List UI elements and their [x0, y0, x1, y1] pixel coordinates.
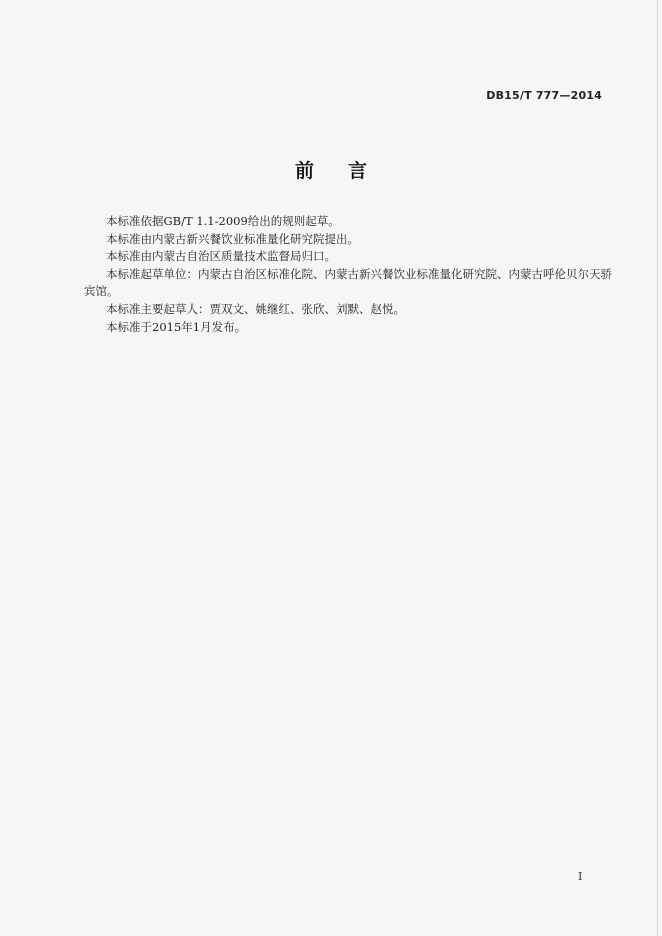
- paragraph-release-date: 本标准于2015年1月发布。: [106, 319, 247, 334]
- paragraph-proposer: 本标准由内蒙古新兴餐饮业标准量化研究院提出。: [106, 231, 359, 246]
- document-id: DB15/T 777—2014: [486, 89, 602, 102]
- page-number: I: [578, 870, 583, 883]
- scan-edge-line: [657, 0, 658, 936]
- paragraph-drafting-units: 本标准起草单位：内蒙古自治区标准化院、内蒙古新兴餐饮业标准量化研究院、内蒙古呼伦贝尔天骄宾馆。: [84, 266, 612, 299]
- foreword-body: [84, 213, 614, 336]
- paragraph-drafting-rules: 本标准依据GB/T 1.1-2009给出的规则起草。: [106, 214, 340, 228]
- section-title: 前言: [294, 160, 401, 182]
- paragraph-drafters: 本标准主要起草人：贾双文、姚继红、张欣、刘默、赵悦。: [106, 301, 405, 316]
- paragraph-administrator: 本标准由内蒙古自治区质量技术监督局归口。: [106, 249, 336, 264]
